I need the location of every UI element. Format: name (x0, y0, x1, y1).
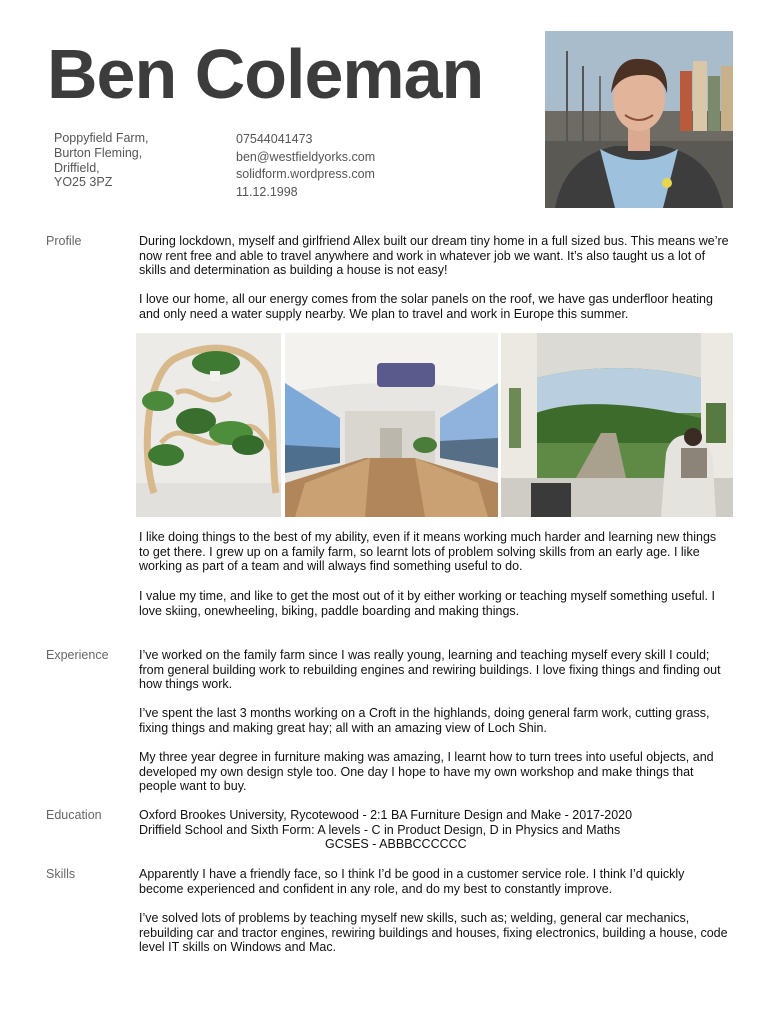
education-line: GCSES - ABBBCCCCCC (325, 837, 467, 851)
profile-paragraph: I value my time, and like to get the most out of it by either working or teaching myself something useful. I love skiing, onewheeling, biking, paddle boarding and making things. (139, 589, 715, 618)
profile-paragraph: During lockdown, myself and girlfriend Allex built our dream tiny home in a full sized bus. This means we’re now rent free and able to travel anywhere and work in whatever job we want. It’s also taught us a lot of skills and determination as building a house is not easy! (139, 234, 729, 277)
profile-paragraph: I like doing things to the best of my ability, even if it means working much harder and learning new things to get there. I grew up on a family farm, so learnt lots of problem solving skills from an early age. I like working as part of a team and will always find something useful to do. (139, 530, 717, 573)
experience-paragraph: My three year degree in furniture making was amazing, I learnt how to turn trees into useful objects, and developed my own design style too. One day I hope to have my own workshop and make things that people want to buy. (139, 750, 714, 793)
skills-paragraph: I’ve solved lots of problems by teaching myself new skills, such as; welding, general car mechanics, rebuilding car and tractor engines, rewiring buildings and houses, fixing electronics, building a house, code level IT skills on Windows and Mac. (139, 911, 728, 954)
profile-paragraph: I love our home, all our energy comes from the solar panels on the roof, we have gas underfloor heating and only need a water supply nearby. We plan to travel and work in Europe this summer. (139, 292, 713, 321)
bus-cab-road-photo (501, 333, 733, 517)
address-line: YO25 3PZ (54, 175, 113, 190)
education-line: Oxford Brookes University, Rycotewood - 2:1 BA Furniture Design and Make - 2017-2020 (139, 808, 633, 822)
experience-paragraph: I’ve worked on the family farm since I was really young, learning and teaching myself every skill I could; from general building work to rebuilding engines and rewiring buildings. I love fixing things and finding out how things work. (139, 648, 721, 691)
phone-number: 07544041473 (236, 132, 313, 146)
address-line: Driffield, (54, 160, 100, 175)
postal-address (54, 131, 148, 190)
portrait-photo (545, 31, 733, 208)
experience-paragraph: I’ve spent the last 3 months working on a Croft in the highlands, doing general farm work, cutting grass, fixing things and making great hay; all with an amazing view of Loch Shin. (139, 706, 710, 735)
education-label: Education (46, 808, 102, 822)
date-of-birth: 11.12.1998 (236, 184, 298, 199)
bus-interior-photo (285, 333, 498, 517)
address-line: Burton Fleming, (54, 145, 143, 160)
contact-details (236, 131, 375, 201)
skills-label: Skills (46, 867, 76, 881)
experience-label: Experience (46, 648, 109, 662)
skills-paragraph: Apparently I have a friendly face, so I think I’d be good in a customer service role. I think I’d quickly become experienced and confident in any role, and do my best to constantly improve. (139, 867, 685, 896)
candidate-name: Ben Coleman (47, 35, 484, 113)
website: solidform.wordpress.com (236, 167, 375, 181)
email-address: ben@westfieldyorks.com (236, 149, 376, 164)
education-line: Driffield School and Sixth Form: A levels - C in Product Design, D in Physics and Maths (139, 823, 621, 837)
plant-shelf-photo (136, 333, 281, 517)
address-line: Poppyfield Farm, (54, 131, 149, 145)
profile-label: Profile (46, 234, 82, 248)
